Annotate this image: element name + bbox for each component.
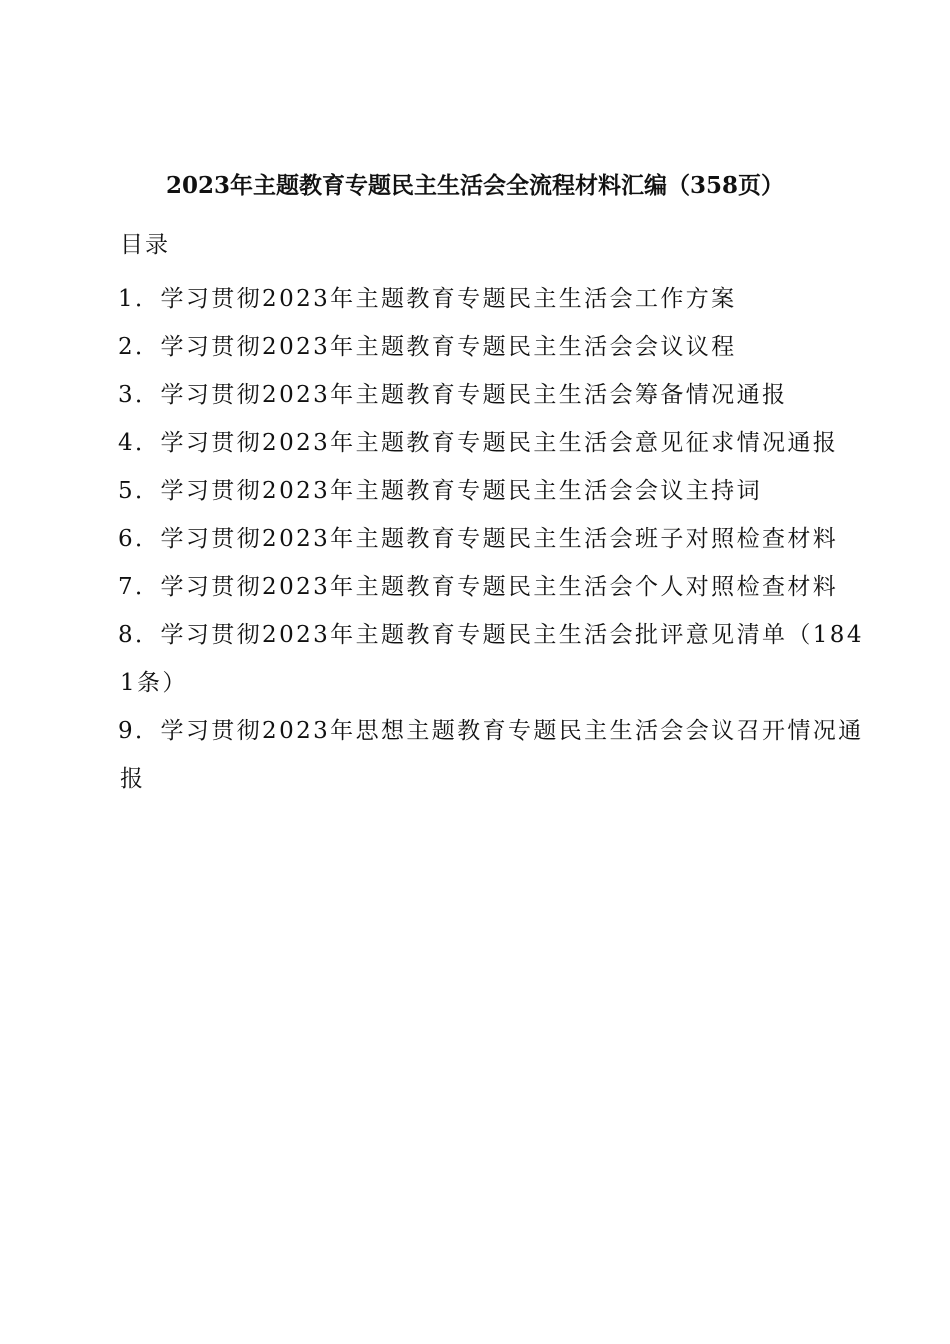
- toc-item-number: 1．: [118, 286, 161, 312]
- toc-item-number: 9．: [118, 718, 161, 744]
- toc-item-number: 2．: [118, 334, 161, 360]
- document-title: 2023年主题教育专题民主生活会全流程材料汇编（358页）: [165, 172, 785, 199]
- toc-item-continuation: 报: [120, 766, 146, 792]
- toc-item-6: [118, 515, 848, 563]
- toc-item-text: 学习贯彻2023年思想主题教育专题民主生活会会议召开情况通: [160, 718, 864, 744]
- toc-item-text: 学习贯彻2023年主题教育专题民主生活会工作方案: [160, 286, 737, 312]
- toc-item-8: [118, 611, 864, 707]
- toc-item-text: 学习贯彻2023年主题教育专题民主生活会意见征求情况通报: [160, 430, 839, 456]
- toc-item-5: [118, 467, 848, 515]
- toc-item-text: 学习贯彻2023年主题教育专题民主生活会个人对照检查材料: [160, 574, 839, 600]
- toc-item-number: 5．: [118, 478, 161, 504]
- toc-heading: 目录: [120, 232, 170, 258]
- toc-item-text: 学习贯彻2023年主题教育专题民主生活会批评意见清单（184: [160, 622, 864, 648]
- toc-item-continuation: 1条）: [120, 670, 188, 696]
- toc-item-2: [118, 323, 848, 371]
- toc-item-7: [118, 563, 848, 611]
- toc-item-number: 8．: [118, 622, 161, 648]
- toc-item-text: 学习贯彻2023年主题教育专题民主生活会会议议程: [160, 334, 737, 360]
- toc-item-number: 3．: [118, 382, 161, 408]
- toc-item-3: [118, 371, 848, 419]
- toc-item-number: 7．: [118, 574, 161, 600]
- toc-item-text: 学习贯彻2023年主题教育专题民主生活会班子对照检查材料: [160, 526, 839, 552]
- toc-list: [118, 275, 864, 803]
- toc-item-9: [118, 707, 864, 803]
- toc-item-text: 学习贯彻2023年主题教育专题民主生活会筹备情况通报: [160, 382, 788, 408]
- toc-item-text: 学习贯彻2023年主题教育专题民主生活会会议主持词: [160, 478, 762, 504]
- toc-item-number: 4．: [118, 430, 161, 456]
- toc-item-4: [118, 419, 848, 467]
- toc-item-1: [118, 275, 848, 323]
- toc-item-number: 6．: [118, 526, 161, 552]
